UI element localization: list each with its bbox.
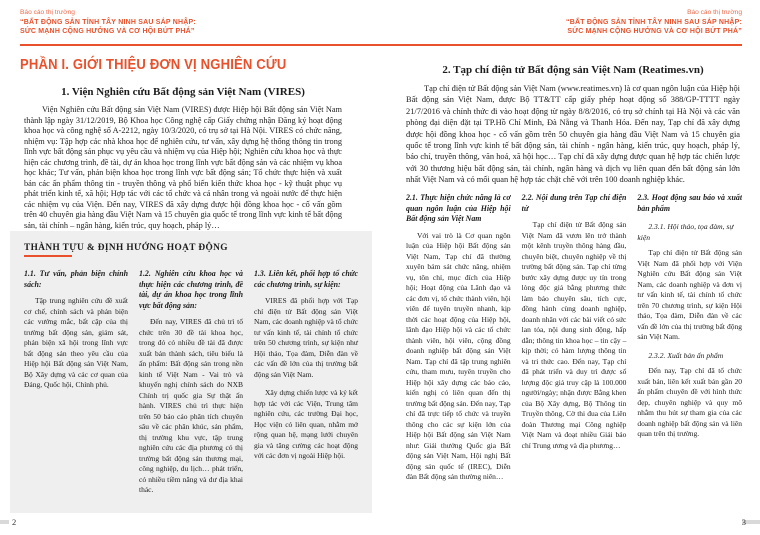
achievements-box	[10, 231, 372, 513]
right-page-columns	[406, 193, 742, 518]
column-2-3	[637, 193, 742, 518]
column-1-3	[254, 269, 358, 496]
page-number-bar-left	[0, 520, 9, 524]
section-2-intro-paragraph: Tạp chí điện tử Bất động sản Việt Nam (www.reatimes.vn) là cơ quan ngôn luận của Hiệp hội Bất động sản Việt Nam, được Bộ TT&TT cấp giấy phép hoạt động số 388/GP-TTTT ngày 21/7/2016 và chính thức đi vào hoạt động từ ngày 8/8/2016, có trụ sở chính tại Hà Nội và các văn phòng đại diện đặt tại TP.Hồ Chí Minh, Đà Nẵng và Thanh Hóa. Đến nay, Tạp chí đã xây dựng được hội đồng khoa học - cố vấn gồm trên 50 chuyên gia hàng đầu Việt Nam và 15 chuyên gia quốc tế trong lĩnh vực kinh tế bất động sản, tài chính - ngân hàng, kiến trúc, quy hoạch, pháp lý, báo chí, truyền thông, văn hoá, xã hội học… Tạp chí đã xây dựng được quan hệ hợp tác chiến lược với 30 thương hiệu bất động sản, tài chính, ngân hàng và dịch vụ liên quan đến bất động sản lớn nhất Việt Nam và có mối quan hệ hợp tác chặt chẽ với trên 100 doanh nghiệp khác.	[406, 84, 740, 185]
column-2-2-heading: 2.2. Nội dung trên Tạp chí điện tử	[521, 193, 627, 213]
column-2-2	[522, 193, 627, 518]
report-title-line1: “BẤT ĐỘNG SẢN TỈNH TÂY NINH SAU SÁP NHẬP:	[20, 18, 196, 26]
right-page-body	[406, 64, 740, 186]
column-1-3-paragraph-2: Xây dựng chiến lược và ký kết hợp tác với các Viện, Trung tâm nghiên cứu, các trường Đại học, Học viện có liên quan, nhằm mở rộng quan hệ, mạng lưới chuyên gia và tăng cường các hoạt động với các đơn vị ngoài Hiệp hội.	[254, 388, 358, 460]
report-title-line1: “BẤT ĐỘNG SẢN TỈNH TÂY NINH SAU SÁP NHẬP:	[566, 18, 742, 26]
column-2-3-paragraph-1: Tạp chí điện tử Bất động sản Việt Nam đã phối hợp với Viện Nghiên cứu Bất động sản Việt Nam, các doanh nghiệp và đơn vị tư vấn kinh tế, tài chính tổ chức trên 70 chương trình, sự kiện Hội thảo, Tọa đàm, Diễn đàn về các vấn đề lớn của thị trường bất động sản Việt Nam.	[637, 248, 742, 341]
subsection-2-3-1-heading: 2.3.1. Hội thảo, tọa đàm, sự kiện	[637, 222, 734, 242]
part-title: PHẦN I. GIỚI THIỆU ĐƠN VỊ NGHIÊN CỨU	[20, 57, 287, 73]
header-rule	[20, 44, 742, 46]
running-head-left	[20, 9, 350, 37]
column-1-1-paragraph: Tập trung nghiên cứu đề xuất cơ chế, chính sách và phản biện các vướng mắc, bất cập của thị trường bất động sản, giám sát, phản biện xã hội trong lĩnh vực bất động sản theo yêu cầu của Hiệp hội Bất động sản Việt Nam, Bộ Xây dựng và các cơ quan của Đảng, Quốc hội, Chính phủ.	[24, 296, 128, 389]
column-1-3-paragraph-1: VIRES đã phối hợp với Tạp chí điện tử Bất động sản Việt Nam, các doanh nghiệp và tổ chức tư vấn kinh tế, tài chính tổ chức trên 50 chương trình, sự kiện như Hội thảo, Tọa đàm, Diễn đàn về các vấn đề lớn của thị trường bất động sản Việt Nam.	[254, 296, 358, 379]
report-kicker: Báo cáo thị trường	[20, 9, 75, 16]
column-1-2-heading: 1.2. Nghiên cứu khoa học và thực hiện các chương trình, đề tài, dự án khoa học trong lĩnh vực bất động sản:	[139, 269, 243, 310]
section-2-heading: 2. Tạp chí điện tử Bất động sản Việt Nam (Reatimes.vn)	[442, 64, 704, 76]
achievements-columns	[24, 269, 358, 496]
running-head-right	[412, 9, 742, 37]
section-1-heading: 1. Viện Nghiên cứu Bất động sản Việt Nam (VIRES)	[61, 86, 305, 98]
column-2-2-paragraph: Tạp chí điện tử Bất động sản Việt Nam đã vươn lên trở thành một kênh truyền thông hàng đầu, chuyên biệt, chuyên nghiệp về thị trường bất động sản. Tạp chí từng bước xây dựng được uy tín trong lòng độc giả bằng phương thức làm báo chuyên sâu, tích cực, đồng hành cùng doanh nghiệp, doanh nhân với các bài viết có sức lan tỏa, nội dung sinh động, hấp dẫn; thông tin khoa học – tin cậy – kịp thời; có hàm lượng thông tin và tri thức cao. Đến nay, Tạp chí đã phát triển và duy trì được số lượng độc giả truy cập là 100.000 người/ngày; nhận được Bằng khen của Bộ Xây dựng, Bộ Thông tin Truyền thông, Cờ thi đua của Liên đoàn Thương mại Công nghiệp Việt Nam và đoạt nhiều Giải báo chí Trung ương và địa phương…	[521, 220, 627, 450]
column-2-1-paragraph: Với vai trò là Cơ quan ngôn luận của Hiệp hội Bất động sản Việt Nam, Tạp chí đã thường xuyên bám sát chức năng, nhiệm vụ, tôn chỉ, mục đích của Hiệp hội; Hoạt động của Lãnh đạo và các đơn vị, tổ chức thành viên, hội viên để tuyên truyền nhanh, kịp thời các hoạt động của Hiệp hội, lãnh đạo Hiệp hội và các tổ chức thành viên, hội viên, cộng đồng doanh nghiệp bất động sản Việt Nam. Tạp chí đã tập trung nghiên cứu, tham mưu, tuyên truyền cho Hiệp hội xây dựng các báo cáo, kiến nghị có liên quan đến thị trường bất động sản. Đến nay, Tạp chí đã trực tiếp tổ chức và truyền thông cho các sự kiện lớn của Hiệp hội Bất động sản Việt Nam như: Giải thưởng Quốc gia Bất động sản Việt Nam, Hội nghị Bất động sản quốc tế (IREC), Diễn đàn Bất động sản thường niên…	[406, 230, 511, 481]
page-number-left: 2	[12, 517, 17, 527]
column-1-2	[139, 269, 243, 496]
column-1-2-paragraph: Đến nay, VIRES đã chủ trì tổ chức trên 30 đề tài khoa học, trong đó có nhiều đề tài đã được xuất bản thành sách, tiêu biểu là ấn phẩm: Bất động sản trong nền kinh tế Việt Nam - Vai trò và khuyến nghị chính sách do NXB Chính trị quốc gia Sự thật ấn hành. VIRES chủ trì thực hiện trên 50 báo cáo phân tích chuyên sâu về các phân khúc, sản phẩm, thị trường khu vực, tập trung nghiên cứu các địa phương có thị trường bất động sản thương mại, công nghiệp, du lịch… phát triển, có nhiều tiềm năng và dư địa khai thác.	[139, 317, 243, 494]
column-1-3-heading: 1.3. Liên kết, phối hợp tổ chức các chương trình, sự kiện:	[254, 269, 358, 289]
column-2-1	[406, 193, 511, 518]
achievements-heading: THÀNH TỰU & ĐỊNH HƯỚNG HOẠT ĐỘNG	[24, 243, 228, 253]
column-2-1-heading: 2.1. Thực hiện chức năng là cơ quan ngôn luận của Hiệp hội Bất động sản Việt Nam	[406, 193, 511, 223]
report-title-line2: SỨC MẠNH CỘNG HƯỞNG VÀ CƠ HỘI BỨT PHÁ”	[20, 28, 195, 36]
column-2-3-heading: 2.3. Hoạt động sau báo và xuất bản phẩm	[637, 193, 742, 213]
page-number-right: 3	[741, 517, 746, 527]
column-1-1-heading: 1.1. Tư vấn, phản biện chính sách:	[24, 269, 128, 289]
subsection-2-3-2-heading: 2.3.2. Xuất bản ấn phẩm	[648, 350, 724, 360]
column-2-3-paragraph-2: Đến nay, Tạp chí đã tổ chức xuất bản, liên kết xuất bản gần 20 ấn phẩm chuyên đề với hình thức đẹp, chuyên nghiệp và quy mô nhằm thu hút sự tham gia của các doanh nghiệp bất động sản và liên quan trên thị trường.	[637, 366, 742, 438]
achievements-heading-underline	[24, 255, 72, 257]
report-title-line2: SỨC MẠNH CỘNG HƯỞNG VÀ CƠ HỘI BỨT PHÁ”	[567, 28, 742, 36]
section-1-intro-paragraph: Viện Nghiên cứu Bất động sản Việt Nam (VIRES) được Hiệp hội Bất động sản Việt Nam thành lập ngày 31/12/2019, Bộ Khoa học Công nghệ cấp Giấy chứng nhận Đăng ký hoạt động khoa học và công nghệ số A-2212, ngày 10/3/2020, có trụ sở tại Hà Nội. VIRES có chức năng, nhiệm vụ: Tập hợp các nhà khoa học để nghiên cứu, tư vấn, xây dựng hệ thống thông tin trong lĩnh vực bất động sản phục vụ yêu cầu và nhiệm vụ của Hiệp hội; Nghiên cứu khoa học và thực hiện các chương trình, đề tài, dự án khoa học trong lĩnh vực bất động sản và các nhiệm vụ khoa học khác; Tư vấn, phản biện khoa học trong lĩnh vực bất động sản; Tổ chức thực hiện và xuất bản các ấn phẩm thông tin - truyền thông và phổ biến kiến thức khoa học - kỹ thuật phục vụ phát triển kinh tế, xã hội; Hợp tác với các tổ chức và cá nhân trong và ngoài nước để thực hiện các nhiệm vụ của Viện. Đến nay, VIRES đã xây dựng được hội đồng khoa học - cố vấn gồm trên 40 chuyên gia hàng đầu Việt Nam và 15 chuyên gia quốc tế trong lĩnh vực kinh tế bất động sản, tài chính – ngân hàng, kiến trúc, quy hoạch, pháp lý…	[24, 105, 342, 230]
report-kicker: Báo cáo thị trường	[687, 9, 742, 16]
column-1-1	[24, 269, 128, 496]
left-page-body	[24, 86, 342, 231]
